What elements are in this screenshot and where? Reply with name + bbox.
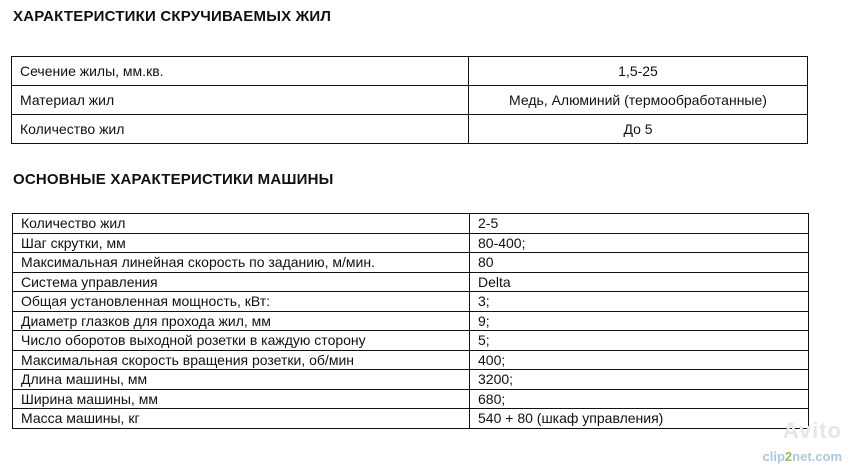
spec-label: Длина машины, мм xyxy=(13,370,470,390)
spec-value: 2-5 xyxy=(470,214,809,234)
spec-label: Материал жил xyxy=(12,86,469,115)
watermark-part-clip: clip xyxy=(762,449,785,464)
spec-value: 1,5-25 xyxy=(469,57,808,86)
table-row xyxy=(12,115,808,144)
avito-watermark: Avito xyxy=(782,418,842,443)
table-row xyxy=(13,253,809,273)
cores-spec-table xyxy=(11,56,808,144)
spec-label: Максимальная скорость вращения розетки, об/мин xyxy=(13,350,470,370)
spec-value: 3200; xyxy=(470,370,809,390)
section-title-cores: ХАРАКТЕРИСТИКИ СКРУЧИВАЕМЫХ ЖИЛ xyxy=(13,8,332,25)
table-row xyxy=(12,86,808,115)
spec-label: Ширина машины, мм xyxy=(13,389,470,409)
spec-label: Максимальная линейная скорость по заданию, м/мин. xyxy=(13,253,470,273)
spec-value: 5; xyxy=(470,331,809,351)
spec-value: 80-400; xyxy=(470,233,809,253)
spec-value: 80 xyxy=(470,253,809,273)
table-row xyxy=(13,233,809,253)
spec-label: Число оборотов выходной розетки в каждую сторону xyxy=(13,331,470,351)
spec-label: Система управления xyxy=(13,272,470,292)
table-row xyxy=(13,214,809,234)
clip2net-watermark xyxy=(763,449,842,464)
table-row xyxy=(13,292,809,312)
table-row xyxy=(12,57,808,86)
table-row xyxy=(13,350,809,370)
spec-label: Общая установленная мощность, кВт: xyxy=(13,292,470,312)
spec-value: 9; xyxy=(470,311,809,331)
table-row xyxy=(13,370,809,390)
spec-value: Медь, Алюминий (термообработанные) xyxy=(469,86,808,115)
section-title-machine: ОСНОВНЫЕ ХАРАКТЕРИСТИКИ МАШИНЫ xyxy=(13,171,334,188)
spec-value: Delta xyxy=(470,272,809,292)
watermark-part-net: net.com xyxy=(792,449,842,464)
spec-value: 3; xyxy=(470,292,809,312)
spec-label: Масса машины, кг xyxy=(13,409,470,429)
spec-value: До 5 xyxy=(469,115,808,144)
table-row xyxy=(13,272,809,292)
spec-value: 680; xyxy=(470,389,809,409)
spec-label: Количество жил xyxy=(13,214,470,234)
table-row xyxy=(13,409,809,429)
spec-label: Диаметр глазков для прохода жил, мм xyxy=(13,311,470,331)
spec-label: Количество жил xyxy=(12,115,469,144)
spec-label: Сечение жилы, мм.кв. xyxy=(12,57,469,86)
table-row xyxy=(13,389,809,409)
spec-value: 540 + 80 (шкаф управления) xyxy=(470,409,809,429)
spec-label: Шаг скрутки, мм xyxy=(13,233,470,253)
machine-spec-table xyxy=(12,213,809,429)
table-row xyxy=(13,311,809,331)
table-row xyxy=(13,331,809,351)
spec-value: 400; xyxy=(470,350,809,370)
watermark-part-2: 2 xyxy=(784,449,793,464)
